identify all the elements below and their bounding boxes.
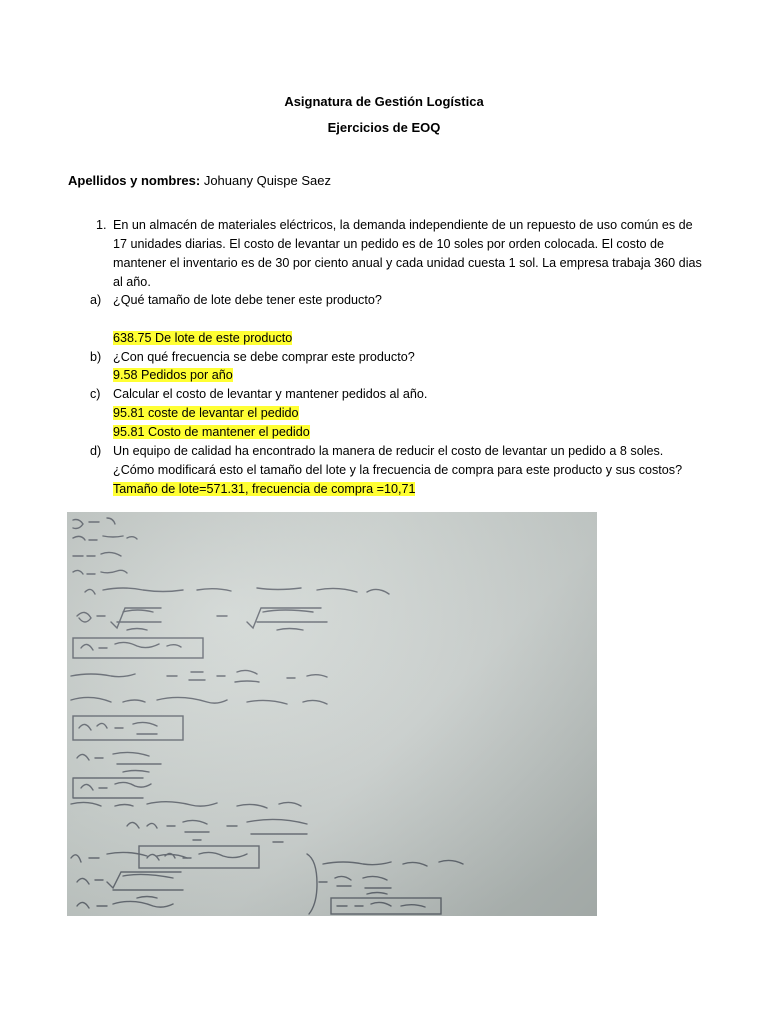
student-line	[68, 173, 331, 188]
question-label: c)	[90, 387, 101, 401]
handwriting-scribbles	[67, 512, 597, 916]
question-label: a)	[90, 293, 102, 307]
subject-title: Asignatura de Gestión Logística	[284, 94, 484, 109]
problem-line: En un almacén de materiales eléctricos, la demanda independiente de un repuesto de uso común es de	[113, 218, 693, 232]
handwritten-notes-photo	[67, 512, 597, 916]
question-label: d)	[90, 444, 102, 458]
problem-line: mantener el inventario es de 30 por ciento anual y cada unidad cuesta 1 sol. La empresa trabaja 360 dias	[113, 256, 702, 270]
answer-highlight: Tamaño de lote=571.31, frecuencia de compra =10,71	[113, 482, 416, 496]
answer-highlight: 95.81 Costo de mantener el pedido	[113, 425, 310, 439]
answer-highlight: 9.58 Pedidos por año	[113, 368, 233, 382]
problem-number: 1.	[96, 218, 107, 232]
problem-line: al año.	[113, 275, 151, 289]
question-text: Calcular el costo de levantar y mantener pedidos al año.	[113, 387, 428, 401]
answer-highlight: 638.75 De lote de este producto	[113, 331, 293, 345]
question-label: b)	[90, 350, 102, 364]
question-text: Un equipo de calidad ha encontrado la manera de reducir el costo de levantar un pedido a 8 soles.	[113, 444, 664, 458]
question-text: ¿Con qué frecuencia se debe comprar este producto?	[113, 350, 415, 364]
problem-line: 17 unidades diarias. El costo de levantar un pedido es de 10 soles por orden colocada. El costo de	[113, 237, 664, 251]
answer-highlight: 95.81 coste de levantar el pedido	[113, 406, 299, 420]
question-text: ¿Qué tamaño de lote debe tener este producto?	[113, 293, 382, 307]
student-label: Apellidos y nombres:	[68, 173, 201, 188]
question-text: ¿Cómo modificará esto el tamaño del lote y la frecuencia de compra para este producto y sus costos?	[113, 463, 683, 477]
topic-title: Ejercicios de EOQ	[327, 120, 441, 135]
student-name: Johuany Quispe Saez	[200, 173, 332, 188]
